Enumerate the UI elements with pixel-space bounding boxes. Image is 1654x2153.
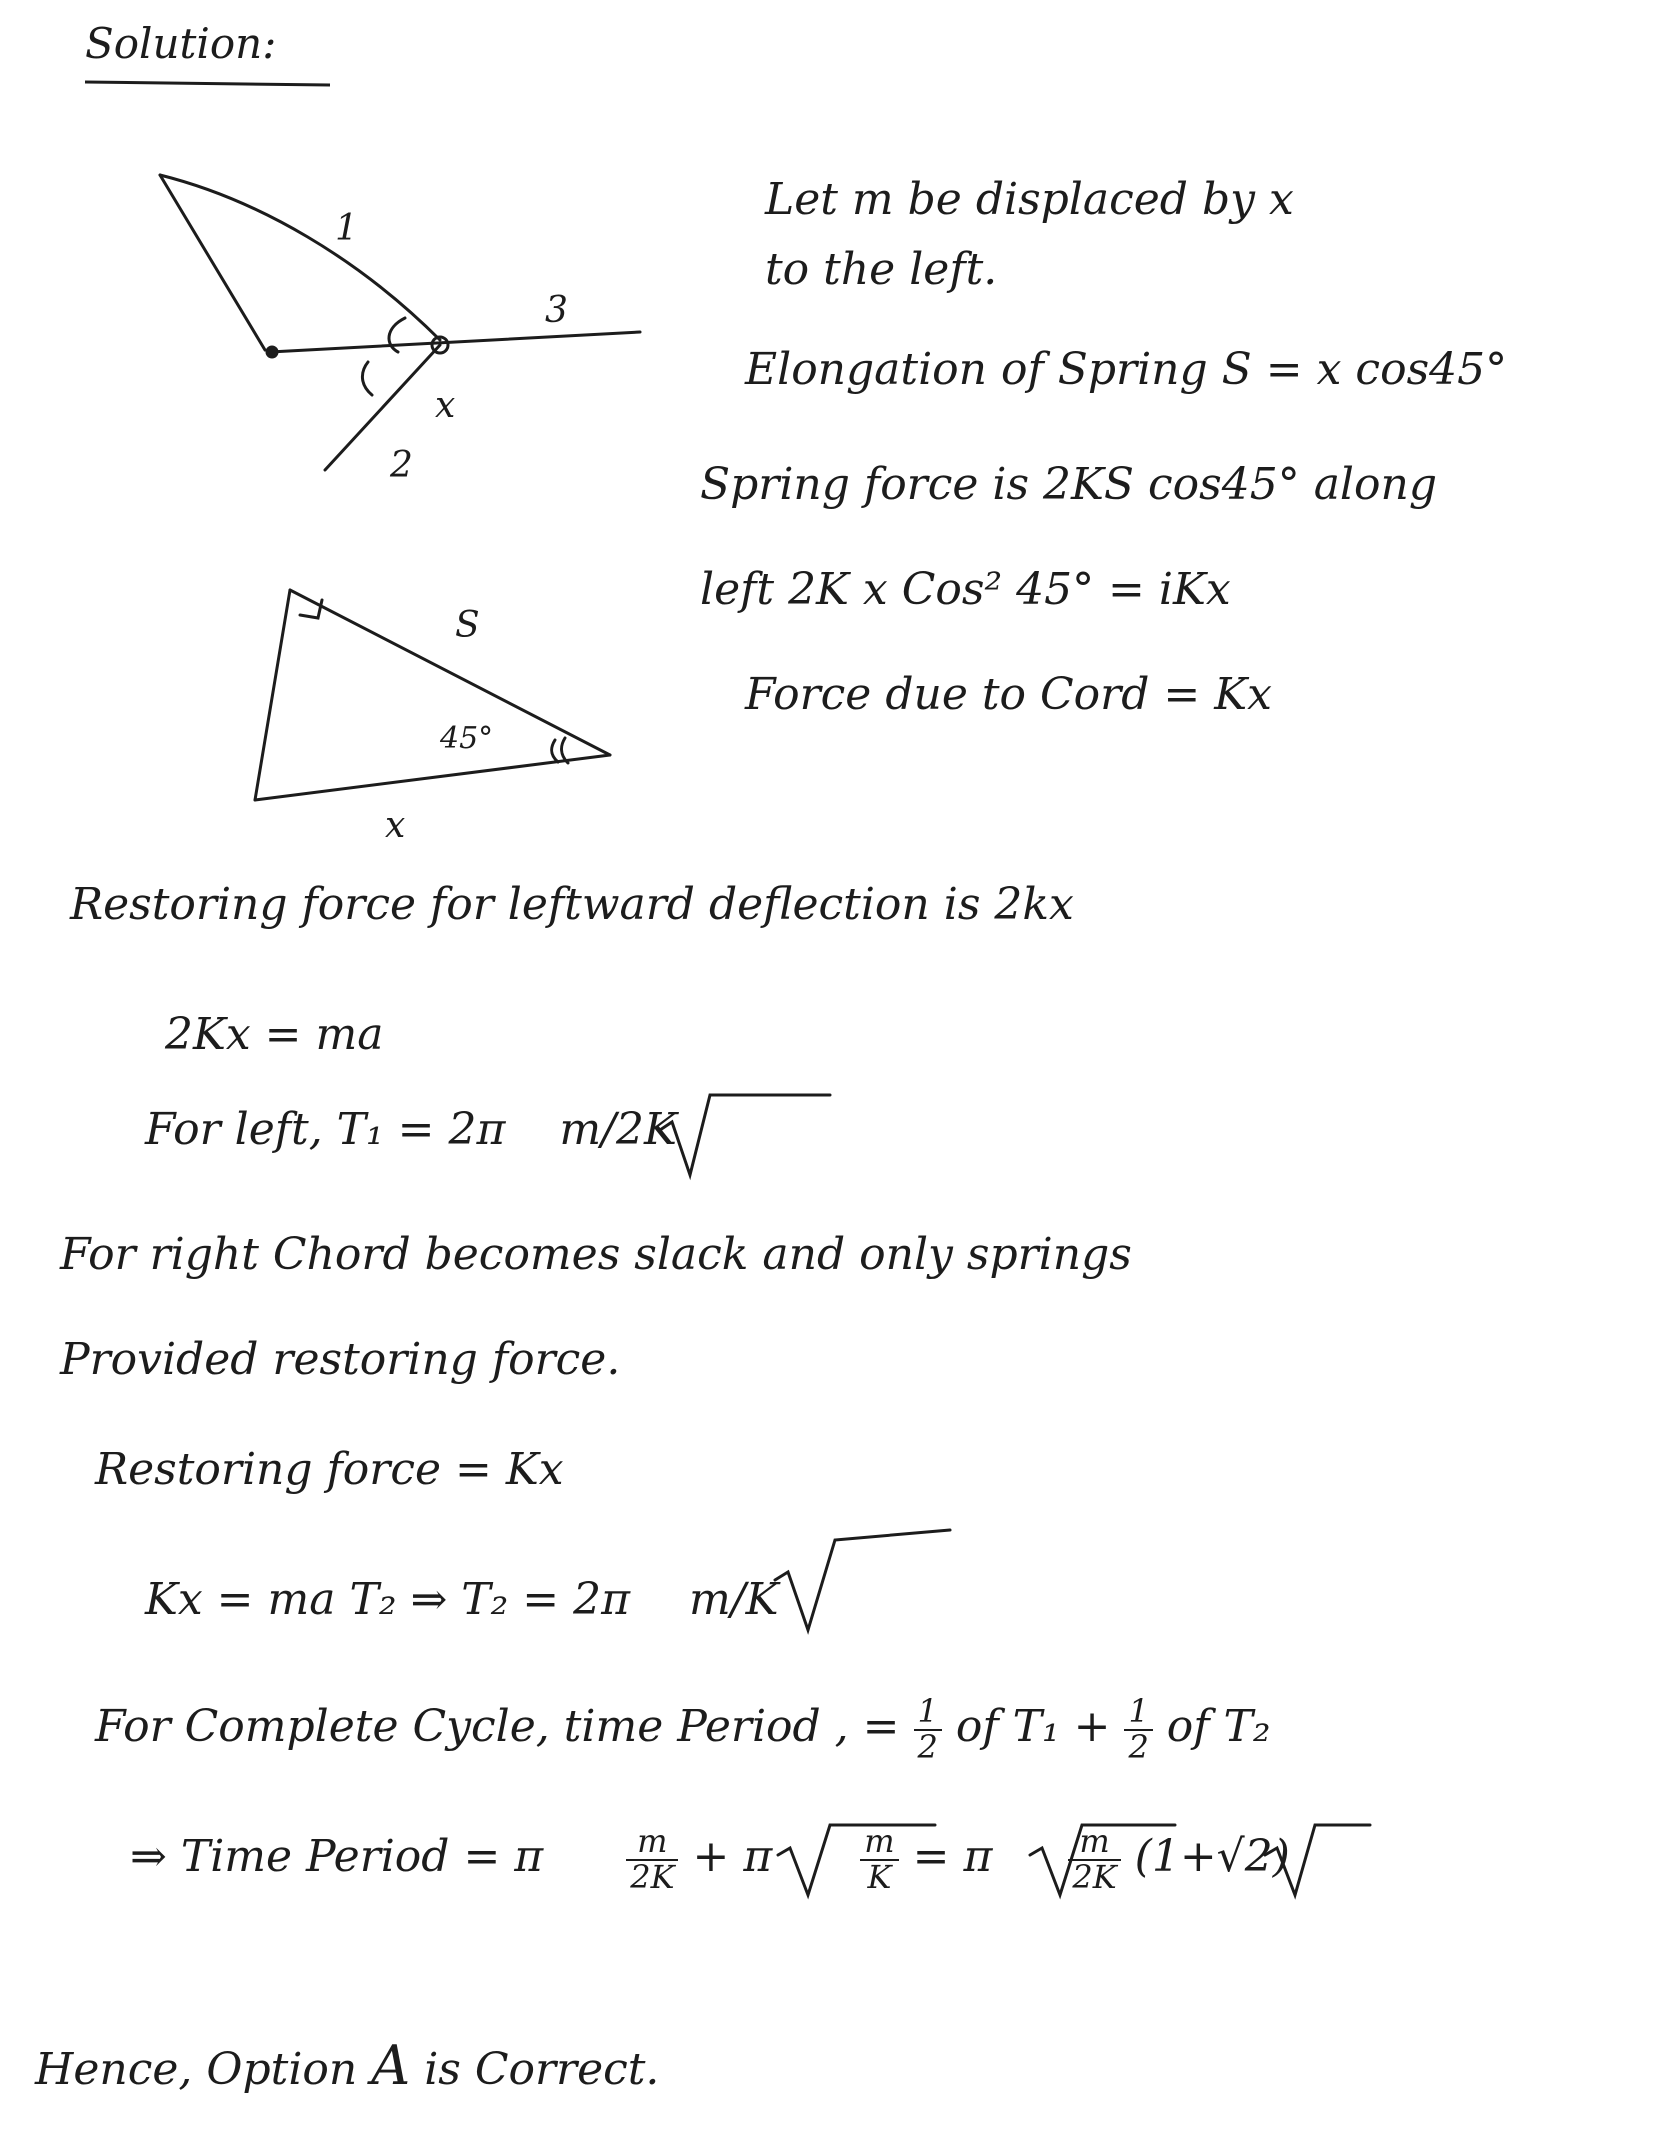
angle-arc-lower	[362, 362, 372, 395]
heading-underline	[85, 82, 330, 85]
line-3	[270, 332, 640, 352]
text-cord-force: Force due to Cord = Kx	[745, 669, 1272, 720]
label-line-2: 2	[390, 445, 413, 486]
right-period-prefix: Kx = ma T₂ ⇒ T₂ = 2π	[145, 1574, 631, 1625]
line-2	[325, 345, 440, 470]
text-conclusion	[35, 2035, 659, 2097]
text-complete-cycle	[95, 1692, 1271, 1766]
of-t2: of T₂	[1152, 1701, 1271, 1753]
tp-term-3: $\frac{m}{2K}$	[1068, 1825, 1120, 1894]
text-restoring-left: Restoring force for leftward deflection is 2kx	[70, 879, 1074, 930]
eq-2kx-ma: 2Kx = ma	[165, 1009, 384, 1060]
text-spring-force: Spring force is 2KS cos45° along	[700, 459, 1437, 510]
tp-tail: (1+√2)	[1134, 1831, 1290, 1883]
label-45-degrees: 45°	[440, 721, 494, 756]
radical-t2	[775, 1530, 950, 1630]
label-s: S	[455, 605, 480, 646]
label-x-fig2: x	[385, 805, 406, 846]
cord-1-upper	[160, 175, 440, 340]
solution-heading: Solution:	[85, 19, 277, 68]
tp-term-2: $\frac{m}{K}$	[860, 1825, 898, 1894]
fraction-half-1: $\frac{1}{2}$	[914, 1695, 942, 1764]
angle-arc-upper	[389, 318, 405, 352]
right-period-radicand: m/K	[689, 1574, 779, 1625]
label-cord-1: 1	[335, 208, 358, 249]
cord-1-lower	[160, 175, 265, 350]
complete-cycle-label: For Complete Cycle, time Period , =	[95, 1701, 914, 1753]
tp-equals: = π	[912, 1831, 993, 1883]
text-left-force: left 2K x Cos² 45° = iKx	[700, 564, 1231, 615]
tp-term-1: $\frac{m}{2K}$	[626, 1825, 678, 1894]
text-provided-restoring: Provided restoring force.	[60, 1334, 621, 1385]
conclusion-suffix: is Correct.	[410, 2044, 660, 2095]
of-t1: of T₁ +	[941, 1701, 1125, 1753]
fraction-half-2: $\frac{1}{2}$	[1124, 1695, 1152, 1764]
triangle-side-left	[255, 590, 290, 800]
conclusion-option: A	[371, 2034, 411, 2097]
label-line-3: 3	[545, 290, 568, 331]
cord-spring-diagram	[160, 175, 640, 470]
time-period-label: ⇒ Time Period = π	[130, 1831, 544, 1883]
triangle-diagram	[255, 590, 610, 800]
angle-arc-1	[552, 740, 558, 762]
left-period-prefix: For left, T₁ = 2π	[145, 1104, 506, 1155]
label-x-fig1: x	[435, 385, 456, 426]
eq-right-period	[145, 1575, 778, 1626]
text-restoring-right: Restoring force = Kx	[95, 1444, 564, 1495]
text-to-left: to the left.	[765, 244, 998, 295]
conclusion-prefix: Hence, Option	[35, 2044, 372, 2095]
text-right-chord: For right Chord becomes slack and only springs	[60, 1229, 1132, 1280]
eq-time-period	[130, 1822, 1290, 1896]
right-angle-mark	[300, 600, 322, 618]
tp-plus: + π	[692, 1831, 773, 1883]
mass-point	[267, 347, 277, 357]
text-let-m: Let m be displaced by x	[765, 174, 1294, 225]
radical-t1	[660, 1095, 830, 1175]
radical-signs	[660, 1095, 1370, 1895]
eq-left-period	[145, 1105, 677, 1156]
left-period-radicand: m/2K	[559, 1104, 677, 1155]
text-elongation: Elongation of Spring S = x cos45°	[745, 344, 1508, 395]
